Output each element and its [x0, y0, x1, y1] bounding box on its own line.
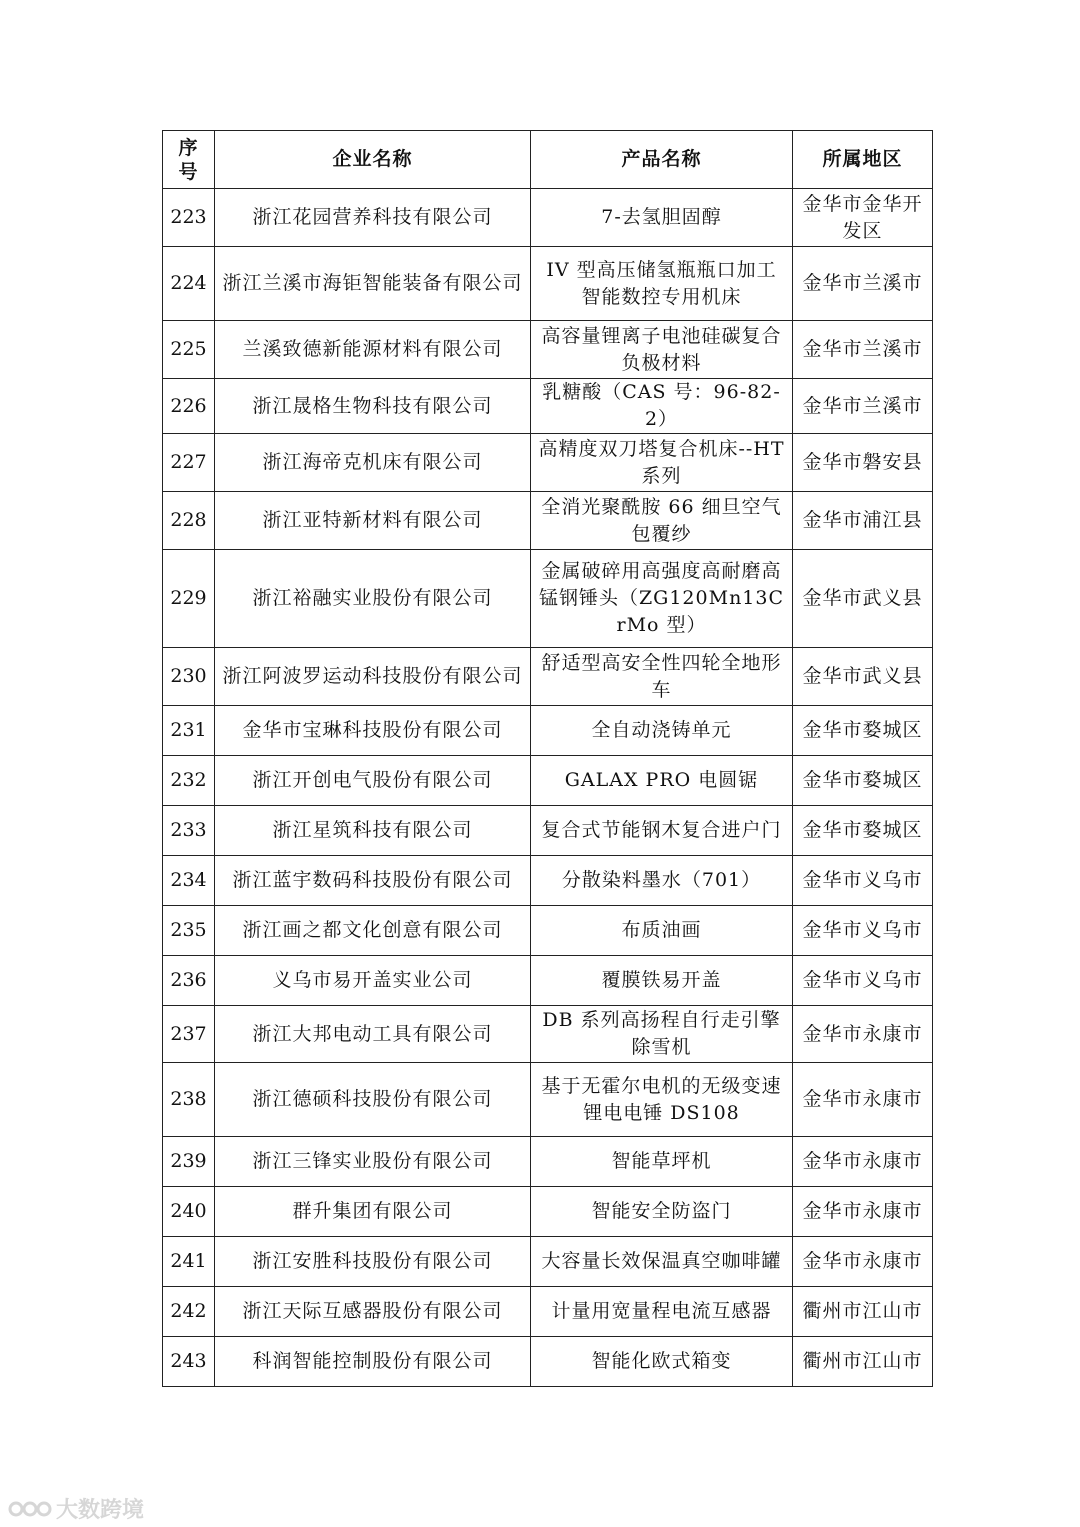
cell-product: 布质油画: [531, 906, 793, 956]
table-row: [163, 247, 933, 321]
cell-no: 223: [163, 189, 215, 247]
cell-company: 浙江安胜科技股份有限公司: [215, 1237, 531, 1287]
cell-no: 232: [163, 756, 215, 806]
cell-company: 浙江花园营养科技有限公司: [215, 189, 531, 247]
cell-product: 高容量锂离子电池硅碳复合负极材料: [531, 321, 793, 379]
cell-product: GALAX PRO 电圆锯: [531, 756, 793, 806]
cell-product: 大容量长效保温真空咖啡罐: [531, 1237, 793, 1287]
cell-no: 227: [163, 434, 215, 492]
header-product: 产品名称: [531, 131, 793, 189]
cell-no: 238: [163, 1063, 215, 1137]
cell-company: 浙江开创电气股份有限公司: [215, 756, 531, 806]
cell-region: 金华市兰溪市: [793, 247, 933, 321]
header-seq: 序号: [163, 131, 215, 189]
cell-product: 智能化欧式箱变: [531, 1337, 793, 1387]
cell-no: 224: [163, 247, 215, 321]
table-row: [163, 956, 933, 1006]
cell-product: 计量用宽量程电流互感器: [531, 1287, 793, 1337]
table-row: [163, 856, 933, 906]
cell-region: 衢州市江山市: [793, 1337, 933, 1387]
cell-product: 智能安全防盗门: [531, 1187, 793, 1237]
table-row: [163, 806, 933, 856]
cell-region: 金华市婺城区: [793, 806, 933, 856]
cell-company: 浙江德硕科技股份有限公司: [215, 1063, 531, 1137]
table-row: [163, 1006, 933, 1063]
cell-region: 金华市义乌市: [793, 856, 933, 906]
cell-region: 金华市义乌市: [793, 906, 933, 956]
cell-region: 金华市武义县: [793, 648, 933, 706]
cell-region: 金华市永康市: [793, 1063, 933, 1137]
cell-product: 智能草坪机: [531, 1137, 793, 1187]
cell-company: 科润智能控制股份有限公司: [215, 1337, 531, 1387]
cell-region: 金华市义乌市: [793, 956, 933, 1006]
cell-company: 浙江晟格生物科技有限公司: [215, 379, 531, 434]
cell-no: 225: [163, 321, 215, 379]
table-row: [163, 1337, 933, 1387]
cell-company: 浙江亚特新材料有限公司: [215, 492, 531, 550]
cell-company: 群升集团有限公司: [215, 1187, 531, 1237]
cell-no: 243: [163, 1337, 215, 1387]
cell-product: 舒适型高安全性四轮全地形车: [531, 648, 793, 706]
cell-company: 浙江兰溪市海钜智能装备有限公司: [215, 247, 531, 321]
cell-region: 金华市兰溪市: [793, 321, 933, 379]
cell-no: 236: [163, 956, 215, 1006]
cell-no: 226: [163, 379, 215, 434]
cell-region: 衢州市江山市: [793, 1287, 933, 1337]
header-region: 所属地区: [793, 131, 933, 189]
cell-no: 239: [163, 1137, 215, 1187]
cell-no: 228: [163, 492, 215, 550]
cell-no: 242: [163, 1287, 215, 1337]
cell-no: 233: [163, 806, 215, 856]
cell-company: 浙江海帝克机床有限公司: [215, 434, 531, 492]
cell-company: 浙江裕融实业股份有限公司: [215, 550, 531, 648]
table-row: [163, 1287, 933, 1337]
cell-company: 浙江天际互感器股份有限公司: [215, 1287, 531, 1337]
table-row: [163, 434, 933, 492]
cell-company: 浙江阿波罗运动科技股份有限公司: [215, 648, 531, 706]
cell-no: 231: [163, 706, 215, 756]
cell-product: 全自动浇铸单元: [531, 706, 793, 756]
logo-icon: [8, 1497, 52, 1521]
cell-region: 金华市永康市: [793, 1006, 933, 1063]
enterprise-product-table: [162, 130, 933, 1387]
table-row: [163, 1063, 933, 1137]
cell-product: DB 系列高扬程自行走引擎除雪机: [531, 1006, 793, 1063]
table-row: [163, 550, 933, 648]
cell-no: 237: [163, 1006, 215, 1063]
cell-product: 复合式节能钢木复合进户门: [531, 806, 793, 856]
cell-region: 金华市婺城区: [793, 756, 933, 806]
cell-region: 金华市金华开发区: [793, 189, 933, 247]
cell-company: 浙江画之都文化创意有限公司: [215, 906, 531, 956]
cell-region: 金华市武义县: [793, 550, 933, 648]
cell-no: 240: [163, 1187, 215, 1237]
table-row: [163, 906, 933, 956]
table-row: [163, 1137, 933, 1187]
cell-product: 基于无霍尔电机的无级变速锂电电锤 DS108: [531, 1063, 793, 1137]
table-row: [163, 321, 933, 379]
cell-product: 7-去氢胆固醇: [531, 189, 793, 247]
header-company: 企业名称: [215, 131, 531, 189]
cell-region: 金华市永康市: [793, 1187, 933, 1237]
cell-product: 高精度双刀塔复合机床--HT 系列: [531, 434, 793, 492]
cell-no: 241: [163, 1237, 215, 1287]
cell-region: 金华市永康市: [793, 1237, 933, 1287]
cell-company: 浙江三锋实业股份有限公司: [215, 1137, 531, 1187]
table-row: [163, 706, 933, 756]
cell-region: 金华市兰溪市: [793, 379, 933, 434]
cell-no: 229: [163, 550, 215, 648]
cell-region: 金华市浦江县: [793, 492, 933, 550]
cell-no: 235: [163, 906, 215, 956]
cell-region: 金华市永康市: [793, 1137, 933, 1187]
cell-company: 浙江蓝宇数码科技股份有限公司: [215, 856, 531, 906]
cell-product: 金属破碎用高强度高耐磨高锰钢锤头（ZG120Mn13CrMo 型）: [531, 550, 793, 648]
table-row: [163, 1237, 933, 1287]
table-row: [163, 492, 933, 550]
table-row: [163, 1187, 933, 1237]
cell-product: 全消光聚酰胺 66 细旦空气包覆纱: [531, 492, 793, 550]
cell-company: 浙江大邦电动工具有限公司: [215, 1006, 531, 1063]
watermark: [8, 1493, 144, 1524]
cell-company: 义乌市易开盖实业公司: [215, 956, 531, 1006]
table-row: [163, 648, 933, 706]
cell-product: 分散染料墨水（701）: [531, 856, 793, 906]
table-row: [163, 756, 933, 806]
table-header-row: [163, 131, 933, 189]
cell-product: 乳糖酸（CAS 号：96-82-2）: [531, 379, 793, 434]
table-row: [163, 189, 933, 247]
cell-company: 浙江星筑科技有限公司: [215, 806, 531, 856]
cell-region: 金华市婺城区: [793, 706, 933, 756]
cell-product: IV 型高压储氢瓶瓶口加工智能数控专用机床: [531, 247, 793, 321]
watermark-text: 大数跨境: [56, 1498, 145, 1523]
cell-product: 覆膜铁易开盖: [531, 956, 793, 1006]
cell-company: 金华市宝琳科技股份有限公司: [215, 706, 531, 756]
cell-no: 234: [163, 856, 215, 906]
cell-region: 金华市磐安县: [793, 434, 933, 492]
cell-no: 230: [163, 648, 215, 706]
cell-company: 兰溪致德新能源材料有限公司: [215, 321, 531, 379]
table-row: [163, 379, 933, 434]
